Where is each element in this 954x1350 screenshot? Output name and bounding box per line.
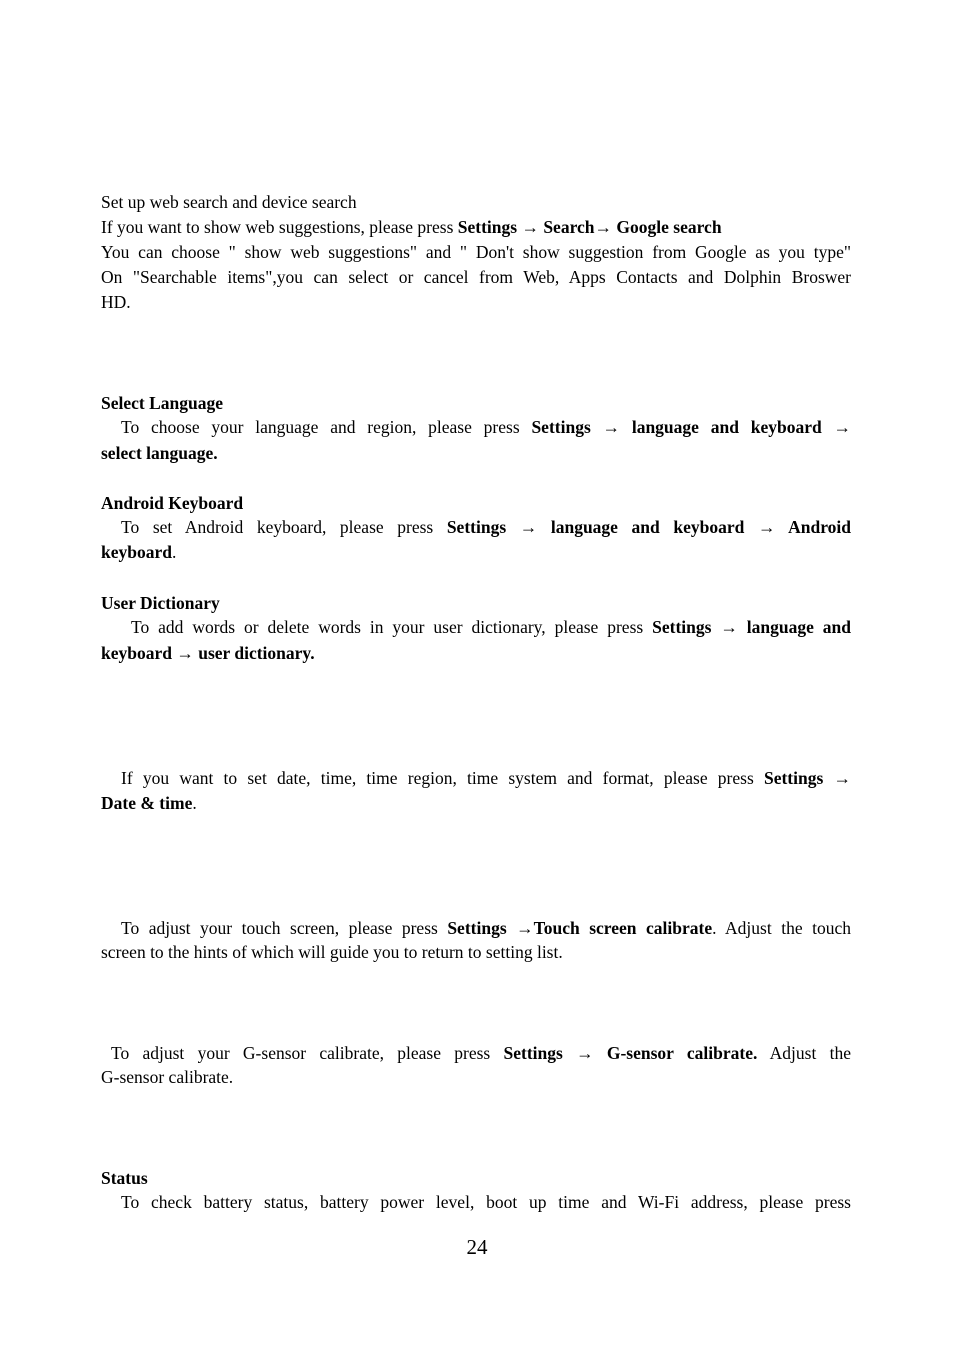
select-language-text-cont: select language.	[101, 443, 218, 463]
arrow: →	[517, 217, 544, 237]
page-number: 24	[466, 1235, 488, 1259]
search-instruction-text: If you want to show web suggestions, please press	[101, 217, 458, 237]
user-dictionary-text: To add words or delete words in your user dictionary, please press Settings → language and	[131, 617, 851, 637]
settings-path: Settings →	[763, 768, 852, 788]
search-intro: Set up web search and device search	[101, 192, 357, 212]
select-language-text: To choose your language and region, please press Settings → language and keyboard →	[121, 417, 852, 437]
status-text: To check battery status, battery power level, boot up time and Wi-Fi address, please press	[121, 1192, 851, 1212]
touch-screen-text-cont: screen to the hints of which will guide you to return to setting list.	[101, 942, 563, 962]
gsensor-text-cont: G-sensor calibrate.	[101, 1067, 234, 1087]
settings-path: Settings → G-sensor calibrate.	[503, 1043, 758, 1063]
android-keyboard-heading: Android Keyboard	[101, 493, 244, 513]
search-path: Search→ Google search	[543, 217, 722, 237]
android-keyboard-text: To set Android keyboard, please press Settings → language and keyboard → Android	[121, 517, 851, 537]
searchable-items-cont: HD.	[101, 292, 131, 312]
search-options: You can choose " show web suggestions" and " Don't show suggestion from Google as you type"	[101, 242, 851, 262]
status-heading: Status	[101, 1168, 148, 1188]
touch-screen-text: To adjust your touch screen, please press Settings →Touch screen calibrate. Adjust the touch	[121, 918, 851, 938]
settings-path: Settings → language and keyboard → Android	[446, 517, 851, 537]
searchable-items: On "Searchable items",you can select or cancel from Web, Apps Contacts and Dolphin Broswer	[101, 267, 851, 287]
user-dictionary-heading: User Dictionary	[101, 593, 220, 613]
settings-path: Settings → language and keyboard →	[531, 417, 852, 437]
settings-path: Settings	[457, 217, 518, 237]
select-language-heading: Select Language	[101, 393, 224, 413]
user-dictionary-text-cont: keyboard → user dictionary.	[101, 643, 315, 663]
gsensor-text: To adjust your G-sensor calibrate, please press Settings → G-sensor calibrate. Adjust the	[111, 1043, 851, 1063]
search-instruction	[101, 215, 851, 240]
android-keyboard-text-cont: keyboard.	[101, 542, 177, 562]
date-time-text: If you want to set date, time, time region, time system and format, please press Settings →	[121, 768, 852, 788]
date-time-text-cont: Date & time.	[101, 793, 197, 813]
settings-path: Settings →Touch screen calibrate	[447, 918, 713, 938]
settings-path: Settings → language and	[652, 617, 851, 637]
